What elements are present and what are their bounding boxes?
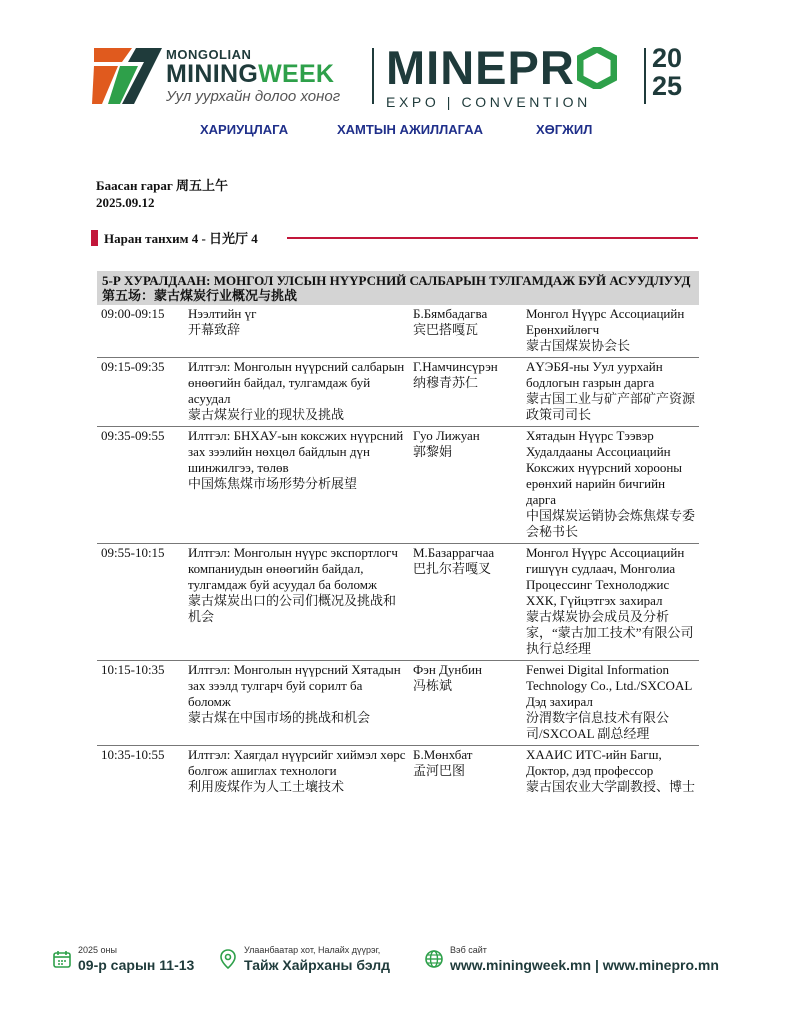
row-speaker-speaker-cn: 巴扎尔若嘎叉	[413, 561, 492, 576]
row-time	[97, 427, 185, 543]
mining-week-brand	[166, 48, 340, 106]
row-topic	[185, 746, 409, 798]
session-header	[97, 271, 699, 305]
brand-mongolian: MONGOLIAN	[166, 47, 252, 62]
row-speaker	[409, 358, 526, 426]
row-time-time: 09:55-10:15	[101, 545, 165, 560]
footer-venue-small: Улаанбаатар хот, Налайх дүүрэг,	[244, 945, 381, 955]
row-organization-org-mn: Монгол Нүүрс Ассоциацийн Ерөнхийлөгч	[526, 306, 685, 337]
row-organization	[526, 427, 699, 543]
hall-label: Наран танхим 4 - 日光厅 4	[104, 231, 258, 246]
row-time	[97, 544, 185, 660]
footer-date-small: 2025 оны	[78, 945, 117, 955]
hexagon-o-icon	[577, 47, 617, 89]
footer-date-big: 09-р сарын 11-13	[78, 957, 195, 973]
row-organization-org-mn: ХААИС ИТС-ийн Багш, Доктор, дэд профессор	[526, 747, 662, 778]
row-speaker-speaker-mn: Б.Мөнхбат	[413, 747, 473, 762]
row-topic-topic-mn: Илтгэл: Монголын нүүрсний салбарын өнөөгийн байдал, тулгамдаж буй асуудал	[188, 359, 405, 406]
footer	[0, 944, 795, 984]
row-time-time: 09:00-09:15	[101, 306, 165, 321]
row-topic	[185, 661, 409, 745]
session-title-mn: 5-Р ХУРАЛДААН: МОНГОЛ УЛСЫН НҮҮРСНИЙ САЛБАРЫН ТУЛГАМДАЖ БУЙ АСУУДЛУУД	[102, 273, 691, 288]
row-time-time: 10:15-10:35	[101, 662, 165, 677]
brand-mining: MINING	[166, 60, 259, 88]
row-topic-topic-mn: Илтгэл: БНХАУ-ын коксжих нүүрсний зах зээлийн нөхцөл байдлын дүн шинжилгээ, төлөв	[188, 428, 404, 475]
row-topic-topic-mn: Илтгэл: Хаягдал нүүрсийг хиймэл хөрс болгож ашиглах технологи	[188, 747, 406, 778]
row-speaker-speaker-cn: 纳穆青苏仁	[413, 375, 479, 390]
row-speaker-speaker-cn: 孟河巴图	[413, 763, 466, 778]
row-time-time: 09:15-09:35	[101, 359, 165, 374]
brand-mining-week	[166, 61, 340, 88]
row-time	[97, 305, 185, 357]
row-speaker	[409, 746, 526, 798]
row-organization-org-mn: АҮЭБЯ-ны Уул уурхайн бодлогын газрын дарга	[526, 359, 663, 390]
row-topic	[185, 427, 409, 543]
slogan-development: ХӨГЖИЛ	[536, 122, 593, 137]
row-organization	[526, 746, 699, 798]
row-organization-org-cn: 蒙古煤炭协会成员及分析家，“蒙古加工技术”有限公司执行总经理	[526, 609, 694, 656]
row-time	[97, 358, 185, 426]
row-organization	[526, 544, 699, 660]
row-organization-org-mn: Fenwei Digital Information Technology Co., Ltd./SXCOAL Дэд захирал	[526, 662, 692, 709]
agenda-rows	[97, 305, 699, 798]
slogan-cooperation: ХАМТЫН АЖИЛЛАГАА	[337, 122, 483, 137]
row-speaker	[409, 305, 526, 357]
row-topic-topic-cn: 蒙古煤炭出口的公司们概况及挑战和机会	[188, 593, 397, 624]
row-topic-topic-mn: Илтгэл: Монголын нүүрс экспортлогч компаниудын өнөөгийн байдал, тулгамдаж буй асуудал ба боломж	[188, 545, 398, 592]
slogans	[0, 122, 795, 140]
table-row	[97, 746, 699, 798]
row-speaker	[409, 427, 526, 543]
year-top: 20	[652, 43, 683, 73]
hall-marker	[91, 230, 98, 246]
minepro-text: MINEPR	[386, 41, 575, 94]
slogan-responsibility: ХАРИУЦЛАГА	[200, 122, 289, 137]
row-topic	[185, 358, 409, 426]
row-speaker-speaker-mn: Б.Бямбадагва	[413, 306, 488, 321]
row-speaker	[409, 661, 526, 745]
row-speaker-speaker-mn: Фэн Дунбин	[413, 662, 482, 677]
row-organization-org-cn: 汾渭数字信息技术有限公司/SXCOAL 副总经理	[526, 710, 670, 741]
row-organization-org-cn: 中国煤炭运销协会炼焦煤专委会秘书长	[526, 508, 696, 539]
row-topic-topic-mn: Нээлтийн үг	[188, 306, 257, 321]
footer-web-small: Вэб сайт	[450, 945, 487, 955]
table-row	[97, 661, 699, 746]
footer-web-links[interactable]: www.miningweek.mn | www.minepro.mn	[450, 957, 719, 973]
header-divider-2	[644, 48, 646, 104]
row-topic-topic-cn: 开幕致辞	[188, 322, 241, 337]
footer-venue-big: Тайж Хайрханы бэлд	[244, 957, 391, 973]
location-pin-icon	[218, 949, 238, 969]
row-organization-org-mn: Монгол Нүүрс Ассоциацийн гишүүн судлаач, Монголиа Процессинг Технолоджис ХХК, Гүйцэтгэх захирал	[526, 545, 685, 608]
agenda-table	[97, 271, 699, 798]
row-topic-topic-cn: 蒙古煤在中国市场的挑战和机会	[188, 710, 371, 725]
session-date	[96, 177, 228, 211]
footer-date	[52, 944, 194, 974]
brand-subtitle: Уул уурхайн долоо хоног	[166, 88, 341, 105]
row-organization-org-cn: 蒙古国煤炭协会长	[526, 338, 631, 353]
row-topic	[185, 305, 409, 357]
table-row	[97, 427, 699, 544]
row-topic-topic-cn: 中国炼焦煤市场形势分析展望	[188, 476, 358, 491]
minepro-brand	[386, 41, 617, 110]
table-row	[97, 358, 699, 427]
row-organization-org-cn: 蒙古国农业大学副教授、博士	[526, 779, 696, 794]
minepro-title	[386, 41, 617, 94]
row-speaker-speaker-cn: 冯栋斌	[413, 678, 453, 693]
row-speaker-speaker-mn: Г.Намчинсүрэн	[413, 359, 498, 374]
row-organization	[526, 305, 699, 357]
row-time-time: 09:35-09:55	[101, 428, 165, 443]
row-speaker-speaker-cn: 宾巴搭嘎瓦	[413, 322, 479, 337]
footer-venue	[218, 944, 390, 974]
row-time	[97, 661, 185, 745]
row-organization	[526, 661, 699, 745]
session-title-cn: 第五场：蒙古煤炭行业概况与挑战	[102, 288, 298, 303]
globe-icon	[424, 949, 444, 969]
row-speaker-speaker-mn: Гуо Лижуан	[413, 428, 480, 443]
calendar-icon	[52, 949, 72, 969]
hall-underline	[287, 237, 698, 239]
row-time-time: 10:35-10:55	[101, 747, 165, 762]
row-organization-org-cn: 蒙古国工业与矿产部矿产资源政策司司长	[526, 391, 696, 422]
date-value: 2025.09.12	[96, 195, 155, 210]
date-day: Баасан гараг 周五上午	[96, 178, 229, 193]
row-organization-org-mn: Хятадын Нүүрс Тээвэр Худалдааны Ассоциацийн Коксжих нүүрсний хорооны ерөнхий нарийн бичгийн дарга	[526, 428, 683, 507]
event-year	[652, 44, 682, 100]
minepro-subtitle: EXPO | CONVENTION	[386, 94, 591, 110]
row-organization	[526, 358, 699, 426]
row-speaker-speaker-mn: М.Базаррагчаа	[413, 545, 495, 560]
row-speaker-speaker-cn: 郭黎娟	[413, 444, 453, 459]
table-row	[97, 544, 699, 661]
header-divider	[372, 48, 374, 104]
brand-week: WEEK	[258, 60, 335, 88]
footer-web	[424, 944, 719, 974]
row-topic-topic-cn: 蒙古煤炭行业的现状及挑战	[188, 407, 345, 422]
row-speaker	[409, 544, 526, 660]
table-row	[97, 305, 699, 358]
row-topic-topic-mn: Илтгэл: Монголын нүүрсний Хятадын зах зээлд тулгарч буй сорилт ба боломж	[188, 662, 401, 709]
year-bottom: 25	[652, 71, 683, 101]
row-topic-topic-cn: 利用废煤作为人工土壤技术	[188, 779, 345, 794]
hall-heading	[91, 228, 258, 247]
row-topic	[185, 544, 409, 660]
mining-week-logo-icon	[92, 44, 162, 106]
row-time	[97, 746, 185, 798]
